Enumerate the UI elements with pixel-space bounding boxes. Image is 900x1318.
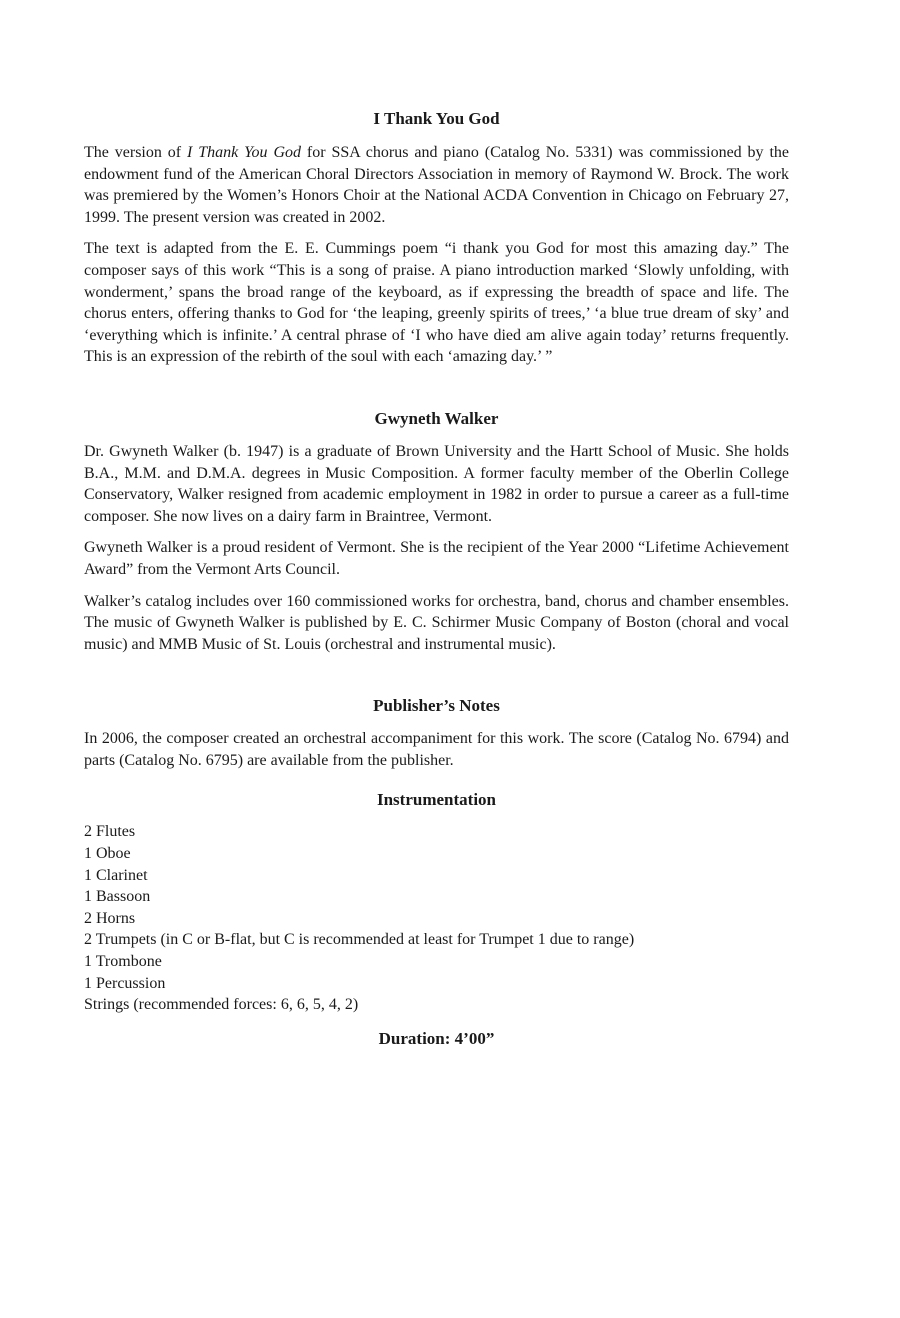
- instrument-item: 2 Horns: [84, 909, 136, 927]
- instrument-item: Strings (recommended forces: 6, 6, 5, 4, 2): [84, 996, 359, 1014]
- work-p1-prefix: The version of: [84, 144, 187, 161]
- publisher-notes-heading: Publisher’s Notes: [373, 696, 500, 716]
- instrument-item: 1 Percussion: [84, 974, 166, 992]
- instrument-item: 1 Trombone: [84, 953, 162, 971]
- document-page: [84, 108, 789, 1050]
- instrument-item: 2 Trumpets (in C or B-flat, but C is recommended at least for Trumpet 1 due to range): [84, 931, 635, 949]
- composer-heading: Gwyneth Walker: [374, 408, 499, 428]
- instrument-item: 1 Oboe: [84, 845, 131, 863]
- work-title-heading: I Thank You God: [373, 109, 500, 128]
- work-commission-paragraph: [84, 142, 789, 228]
- composer-bio-paragraph: Dr. Gwyneth Walker (b. 1947) is a graduate of Brown University and the Hartt School of Music. She holds B.A., M.M. and D.M.A. degrees in Music Composition. A former faculty member of the Oberlin College Conservatory, Walker resigned from academic employment in 1982 in order to pursue a career as a full-time composer. She now lives on a dairy farm in Braintree, Vermont.: [84, 442, 789, 525]
- work-text-paragraph: The text is adapted from the E. E. Cummings poem “i thank you God for most this amazing day.” The composer says of this work “This is a song of praise. A piano introduction marked ‘Slowly unfolding, with wonderment,’ spans the broad range of the keyboard, as if expressing the breadth of space and life. The chorus enters, offering thanks to God for ‘the leaping, greenly spirits of trees,’ ‘a blue true dream of sky’ and ‘everything which is infinite.’ A central phrase of ‘I who have died am alive again today’ returns frequently. This is an expression of the rebirth of the soul with each ‘amazing day.’ ”: [84, 240, 789, 366]
- instrumentation-list: [84, 821, 789, 1015]
- publisher-notes-paragraph: In 2006, the composer created an orchestral accompaniment for this work. The score (Catalog No. 6794) and parts (Catalog No. 6795) are available from the publisher.: [84, 730, 789, 769]
- instrumentation-heading: Instrumentation: [376, 790, 496, 810]
- composer-award-paragraph: Gwyneth Walker is a proud resident of Vermont. She is the recipient of the Year 2000 “Lifetime Achievement Award” from the Vermont Arts Council.: [84, 539, 789, 578]
- composer-catalog-paragraph: Walker’s catalog includes over 160 commissioned works for orchestra, band, chorus and chamber ensembles. The music of Gwyneth Walker is published by E. C. Schirmer Music Company of Boston (choral and vocal music) and MMB Music of St. Louis (orchestral and instrumental music).: [84, 592, 789, 653]
- instrument-item: 2 Flutes: [84, 823, 136, 841]
- work-p1-title-italic: I Thank You God: [187, 144, 301, 161]
- instrument-item: 1 Bassoon: [84, 888, 151, 906]
- duration-heading: Duration: 4’00”: [378, 1028, 495, 1048]
- instrument-item: 1 Clarinet: [84, 866, 148, 884]
- work-p1-suffix: for SSA chorus and piano (Catalog No. 5331) was commissioned by the endowment fund of the American Choral Directors Association in memory of Raymond W. Brock. The work was premiered by the Women’s Honors Choir at the National ACDA Convention in Chicago on February 27, 1999. The present version was created in 2002.: [84, 144, 790, 226]
